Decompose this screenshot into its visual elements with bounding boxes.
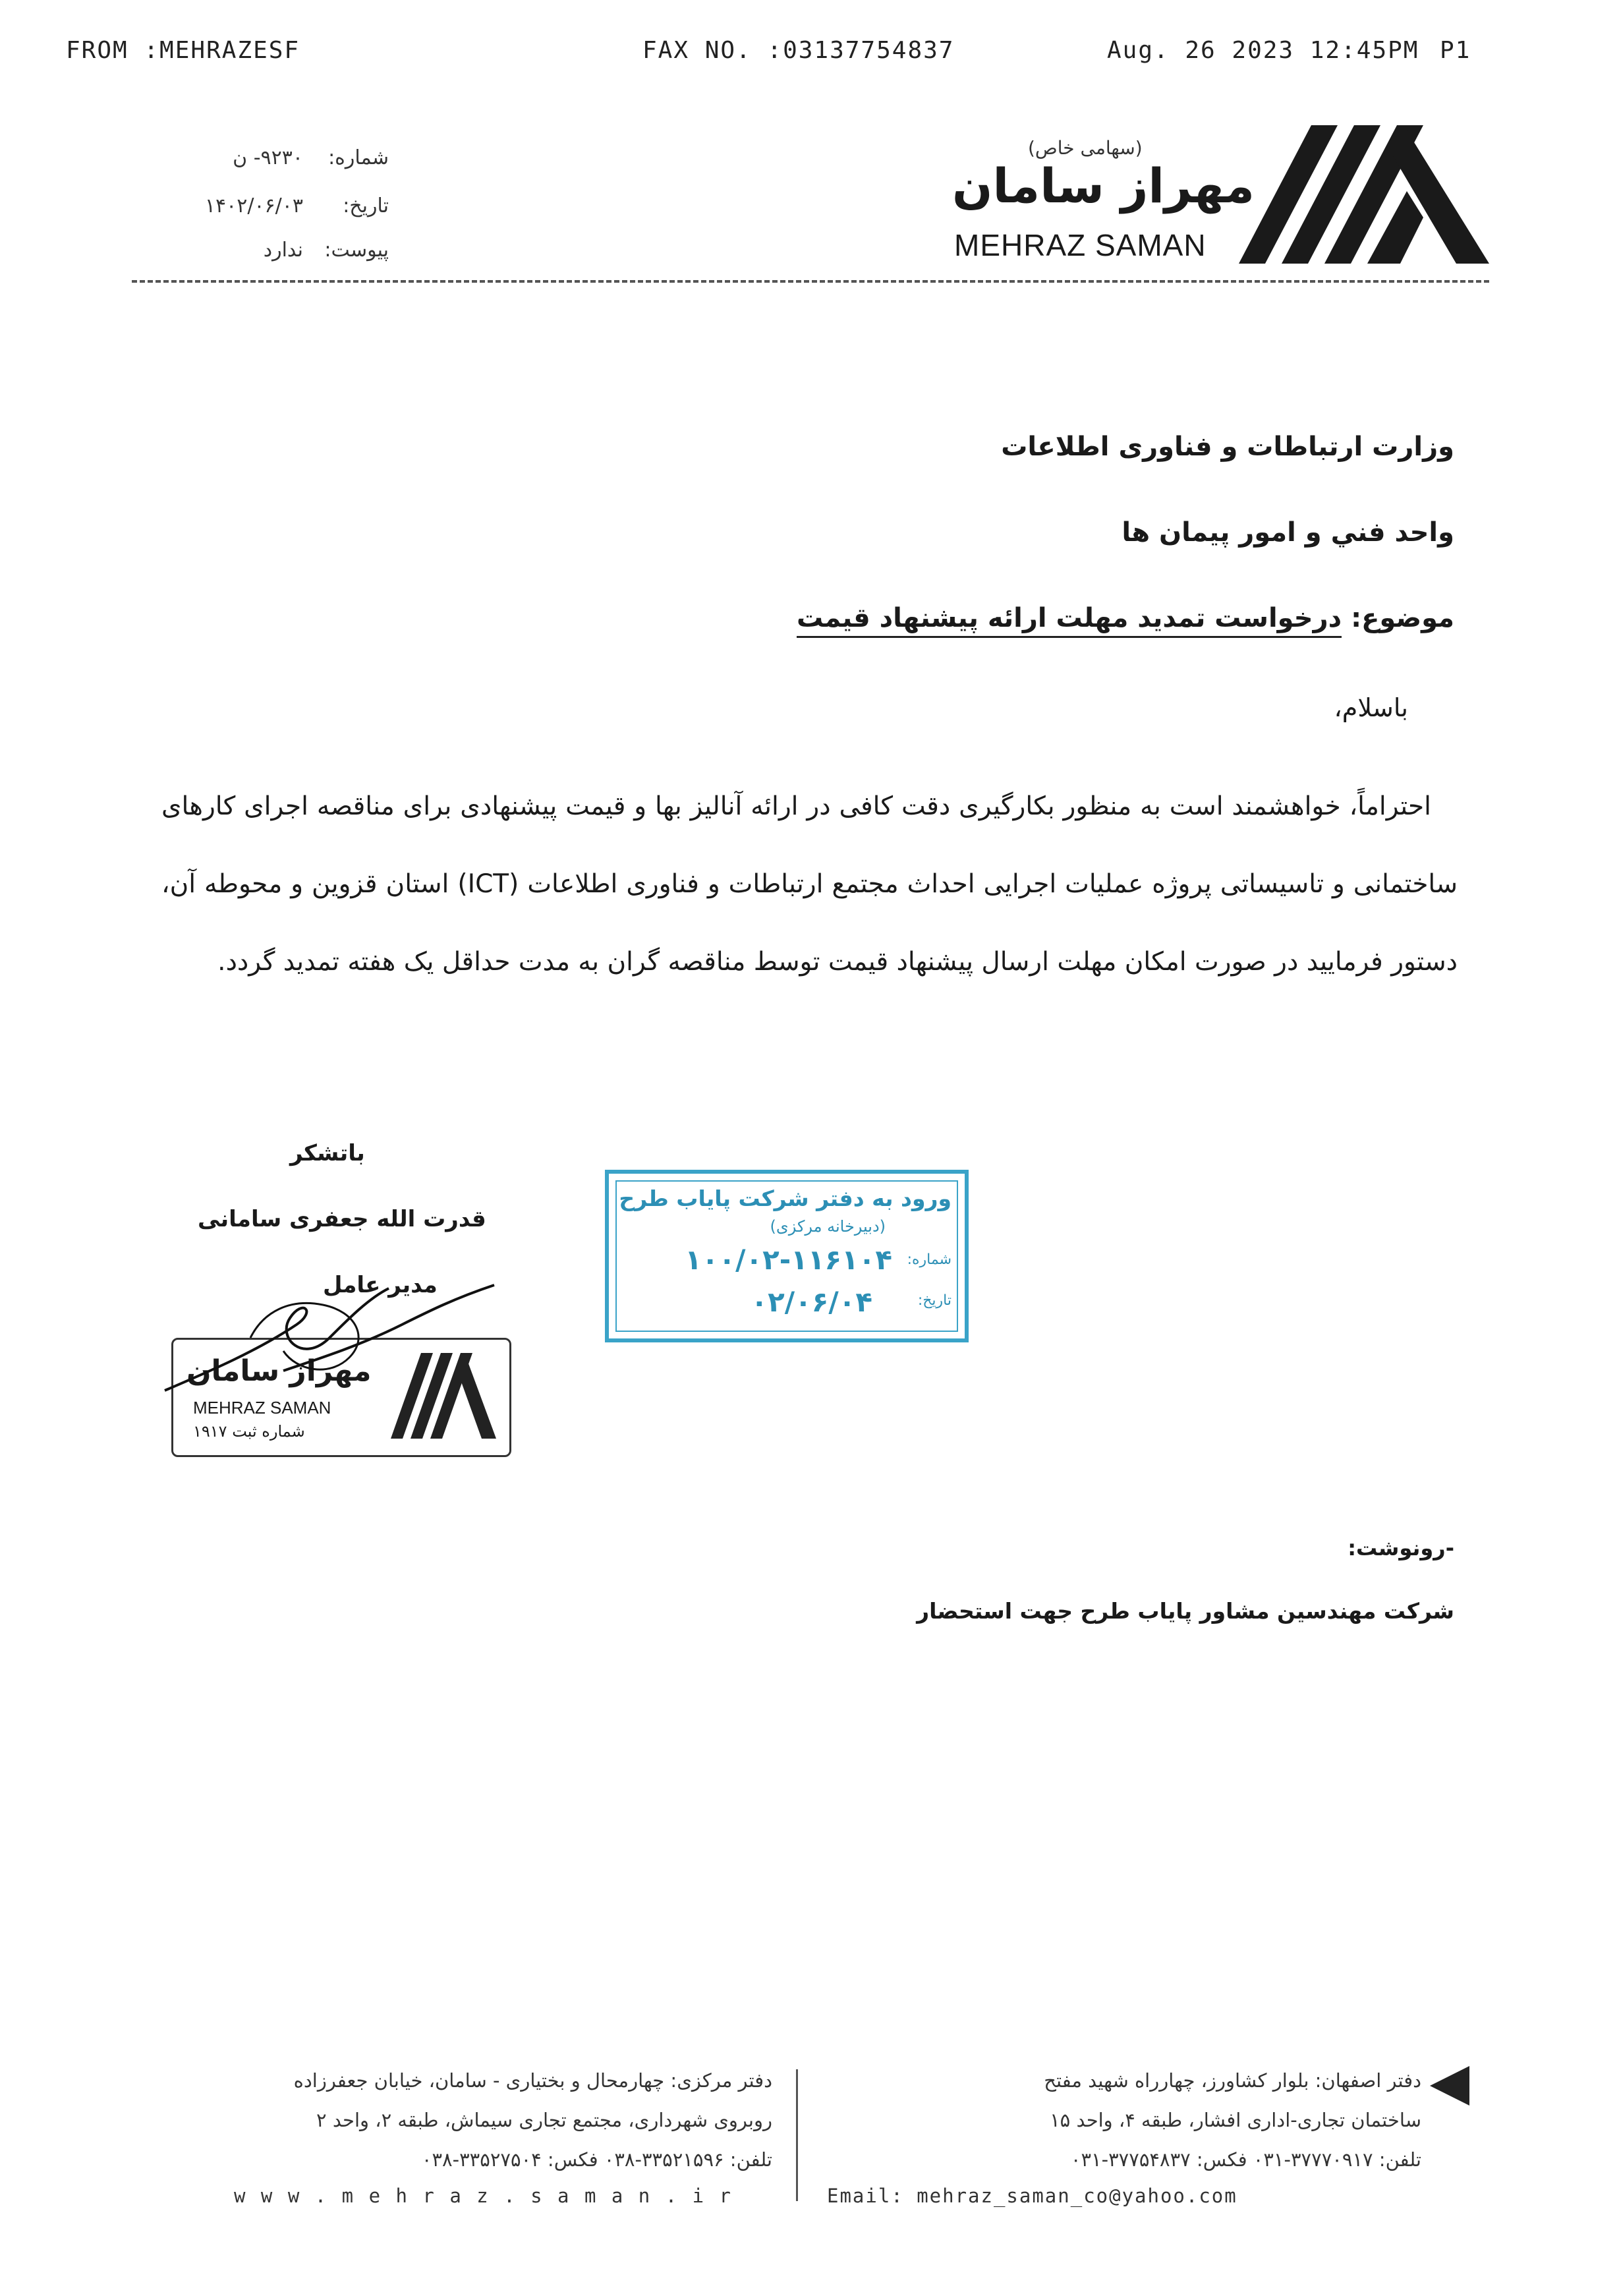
stamp-number-value: ۱۰۰/۰۲-۱۱۶۱۰۴ [685,1244,892,1276]
signature-thanks: باتشکر [290,1140,365,1166]
subject-label: موضوع: [1351,603,1454,633]
footer-left-line-1: دفتر مرکزی: چهارمحال و بختیاری - سامان، خیابان جعفرزاده [293,2069,772,2092]
footer-divider [796,2069,798,2201]
fax-datetime: Aug. 26 2023 12:45PM [1107,37,1419,64]
letter-body: احتراماً، خواهشمند است به منظور بکارگیری دقت کافی در ارائه آنالیز بها و قیمت پیشنهادی برای مناقصه اجرای کارهای ساختمانی و تاسیساتی پروژه عملیات اجرایی احداث مجتمع ارتباطات و فناوری اطلاعات (ICT) استان قزوین و محوطه آن، دستور فرمایید در صورت امکان مهلت ارسال پیشنهاد قیمت توسط مناقصه گران به مدت حداقل یک هفته تمدید گردد. [161,791,1458,977]
footer-website: w w w . m e h r a z . s a m a n . i r [234,2185,733,2207]
stamp-date-label: تاریخ: [917,1292,952,1309]
seal-company-en: MEHRAZ SAMAN [193,1398,331,1418]
handwritten-signature [152,1259,521,1430]
letter-number-label: شماره: [328,146,389,169]
footer-left-line-2: روبروی شهرداری، مجتمع تجاری سیماش، طبقه ۲، واحد ۲ [316,2109,772,2131]
letter-attachment-label: پیوست: [324,239,389,262]
recipient-line-1: وزارت ارتباطات و فناوری اطلاعات [1001,432,1454,462]
seal-registration: شماره ثبت ۱۹۱۷ [193,1422,305,1441]
signature-title: مدیر عامل [323,1272,438,1298]
company-logo-icon [1239,125,1489,264]
cc-label: -رونوشت: [1348,1535,1454,1561]
footer-right-line-1: دفتر اصفهان: بلوار کشاورز، چهارراه شهید مفتح [1044,2069,1421,2092]
header-divider [132,280,1489,283]
stamp-subtitle: (دبیرخانه مرکزی) [770,1217,886,1236]
stamp-date-value: ۰۲/۰۶/۰۴ [751,1286,872,1318]
company-name-fa: مهراز سامان [952,158,1255,214]
recipient-line-2: واحد فني و امور پيمان ها [1122,517,1454,548]
letter-attachment-value: ندارد [263,239,303,262]
letter-number-value: ۹۲۳۰- ن [233,146,303,169]
letter-date-label: تاریخ: [343,194,389,217]
footer-email: Email: mehraz_saman_co@yahoo.com [827,2185,1237,2207]
footer-left-line-3: تلفن: ۳۳۵۲۱۵۹۶-۰۳۸ فکس: ۳۳۵۲۷۵۰۴-۰۳۸ [421,2148,772,2171]
fax-page: P1 [1440,37,1471,64]
fax-number: FAX NO. :03137754837 [642,37,955,64]
receipt-stamp [605,1170,969,1342]
subject [797,603,1454,633]
seal-company-fa: مهراز سامان [186,1354,372,1388]
company-type: (سهامی خاص) [1028,137,1143,159]
footer-arrow-icon [1430,2066,1469,2106]
fax-from: FROM :MEHRAZESF [66,37,300,64]
signature-name: قدرت الله جعفری سامانی [198,1206,486,1232]
stamp-number-label: شماره: [907,1251,952,1268]
footer-right-line-2: ساختمان تجاری-اداری افشار، طبقه ۴، واحد ۱۵ [1050,2109,1421,2131]
cc-text: شرکت مهندسین مشاور پایاب طرح جهت استحضار [917,1598,1454,1624]
company-name-en: MEHRAZ SAMAN [954,228,1207,262]
footer-right-line-3: تلفن: ۳۷۷۷۰۹۱۷-۰۳۱ فکس: ۳۷۷۵۴۸۳۷-۰۳۱ [1070,2148,1421,2171]
letter-date-value: ۱۴۰۲/۰۶/۰۳ [204,194,303,217]
stamp-title: ورود به دفتر شرکت پایاب طرح [619,1186,952,1211]
subject-text: درخواست تمدید مهلت ارائه پیشنهاد قیمت [797,603,1342,638]
greeting: باسلام، [1334,693,1408,722]
